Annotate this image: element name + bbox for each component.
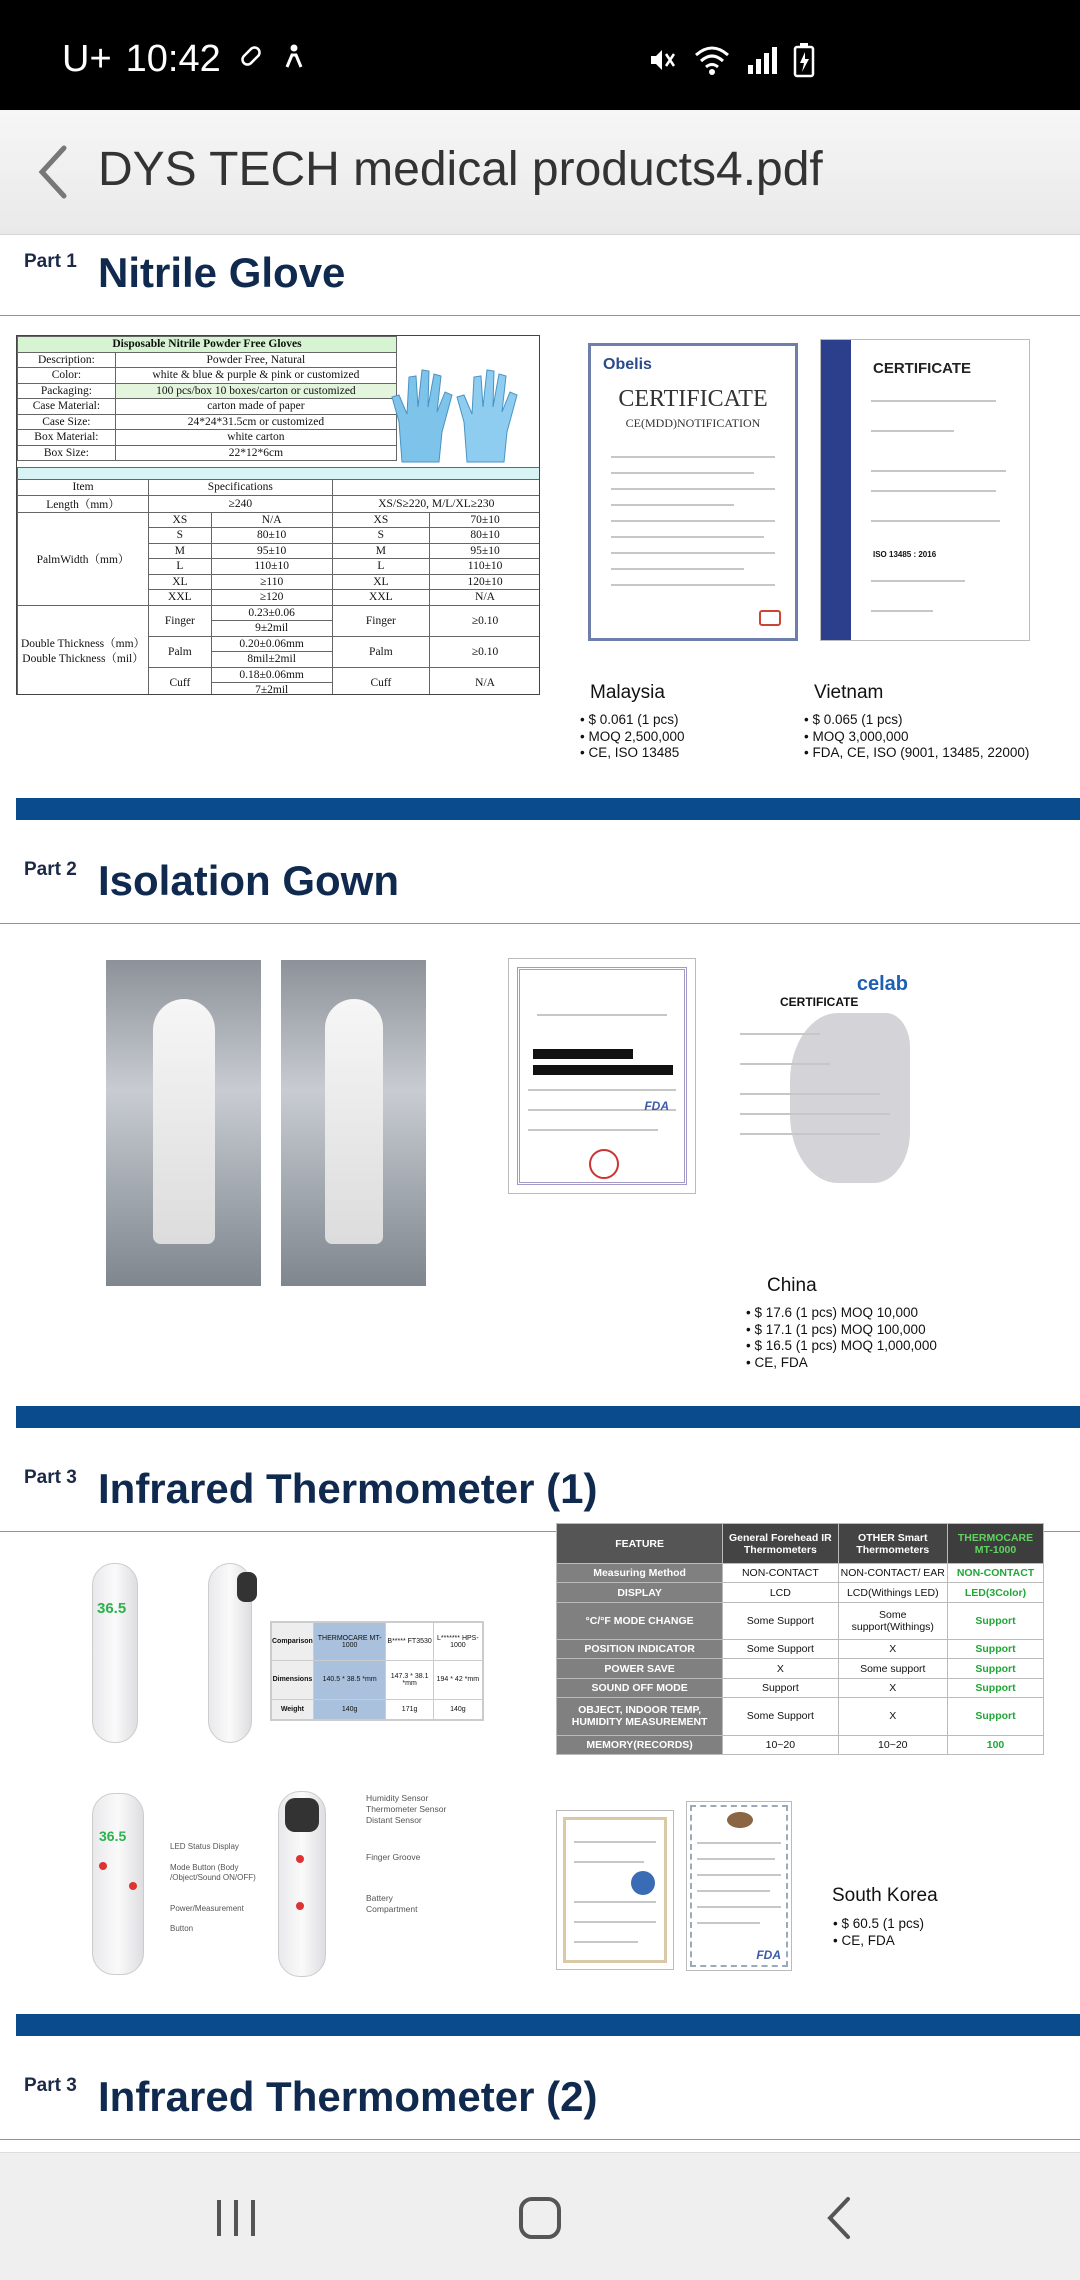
- offer-bullets: • $ 17.6 (1 pcs) MOQ 10,000 • $ 17.1 (1 pcs) MOQ 100,000 • $ 16.5 (1 pcs) MOQ 1,000,000 • CE, FDA: [746, 1305, 937, 1371]
- home-button[interactable]: [500, 2183, 580, 2253]
- section-title: Infrared Thermometer (2): [98, 2073, 598, 2120]
- document-title: DYS TECH medical products4.pdf: [98, 143, 823, 196]
- recent-apps-icon: [211, 2196, 261, 2240]
- divider: [0, 315, 1080, 316]
- section-title: Isolation Gown: [98, 857, 399, 904]
- status-bar: [0, 0, 1080, 110]
- part-label: Part 3: [24, 2075, 77, 2096]
- app-bar: [0, 110, 1080, 235]
- table-row: Color: white & blue & purple & pink or customized: [18, 368, 397, 384]
- section-title: Infrared Thermometer (1): [98, 1465, 598, 1512]
- section-nitrile-glove: [0, 235, 1080, 843]
- carrier-label: U+: [62, 38, 112, 80]
- iso-certificate-image: [820, 339, 1030, 641]
- thermometer-front-image: [92, 1563, 138, 1743]
- cert-title: CERTIFICATE: [780, 995, 859, 1009]
- chevron-left-icon: [34, 142, 74, 202]
- cert-brand: celab: [856, 973, 908, 995]
- table-row: MEMORY(RECORDS) 10~20 10~20 100: [557, 1735, 1044, 1754]
- gown-front-photo: [106, 960, 261, 1286]
- ce-lab-certificate-image: [720, 973, 920, 1193]
- dimension-table: Comparison THERMOCARE MT-1000 B***** FT3530 L******* HPS-1000 Dimensions 140.5 * 38.5 *mm 147.3 * 38.1 *mm 194 * 42 *mm Weight 140g 171g 140g: [270, 1621, 484, 1721]
- ce-certificate-image: [588, 343, 798, 641]
- table-title: Disposable Nitrile Powder Free Gloves: [18, 337, 397, 353]
- home-icon: [515, 2193, 565, 2243]
- fda-mark: FDA: [644, 1099, 669, 1113]
- table-row: POWER SAVE X Some support Support: [557, 1659, 1044, 1678]
- country-label: Malaysia: [590, 682, 665, 703]
- wifi-icon: [693, 43, 731, 85]
- divider: [0, 2139, 1080, 2140]
- seal-icon: [631, 1871, 655, 1895]
- cert-title: CERTIFICATE: [873, 360, 972, 377]
- divider: [0, 923, 1080, 924]
- fda-certificate-image: FDA: [686, 1801, 792, 1971]
- section-infrared-thermometer-2: [0, 2059, 1080, 2152]
- part-label: Part 3: [24, 1467, 77, 1488]
- table-row: Case Size: 24*24*31.5cm or customized: [18, 414, 397, 430]
- country-label: China: [767, 1275, 817, 1296]
- table-row: POSITION INDICATOR Some Support X Support: [557, 1640, 1044, 1659]
- ce-certificate-image: [556, 1810, 674, 1970]
- part-label: Part 2: [24, 859, 77, 880]
- offer-bullets: • $ 0.065 (1 pcs) • MOQ 3,000,000 • FDA, CE, ISO (9001, 13485, 22000): [804, 712, 1029, 762]
- offer-bullets: • $ 0.061 (1 pcs) • MOQ 2,500,000 • CE, ISO 13485: [580, 712, 685, 762]
- offer-bullets: • $ 60.5 (1 pcs) • CE, FDA: [833, 1916, 924, 1949]
- fda-certificate-image: [508, 958, 696, 1194]
- table-row: Box Material: white carton: [18, 430, 397, 446]
- cert-subtitle: CE(MDD)NOTIFICATION: [625, 416, 761, 430]
- accessibility-icon: [279, 38, 309, 81]
- side-callouts: Humidity Sensor Thermometer Sensor Distant Sensor Finger Groove Battery Compartment: [366, 1793, 447, 1914]
- front-callouts: LED Status Display Mode Button (Body /Object/Sound ON/OFF) Power/Measurement Button: [170, 1842, 256, 1933]
- cert-title: CERTIFICATE: [618, 386, 768, 412]
- table-row: Case Material: carton made of paper: [18, 399, 397, 415]
- thermometer-side-image: [208, 1563, 252, 1743]
- section-isolation-gown: [0, 843, 1080, 1451]
- cert-brand: Obelis: [603, 356, 652, 373]
- pill-icon: [235, 38, 265, 81]
- country-label: South Korea: [832, 1885, 938, 1906]
- part-label: Part 1: [24, 251, 77, 272]
- country-label: Vietnam: [814, 682, 884, 703]
- table-row: Measuring Method NON-CONTACT NON-CONTACT/ EAR NON-CONTACT: [557, 1564, 1044, 1583]
- table-row: Packaging: 100 pcs/box 10 boxes/carton or customized: [18, 383, 397, 399]
- glove-spec-table: Disposable Nitrile Powder Free Gloves Description: Powder Free, Natural Color: white & blue & purple & pink or customized Packaging: 100 pcs/box 10 boxes/carton or customized Case Material: carton made of paper Case Size: 24*24*31.5cm or customized Box Material: white carton Box Size: 22*12*6cm Item Specifications Length（mm） ≥240 XS/S≥220, M/L/XL≥230 PalmWidth（mm） XS N/A XS 70±10 S 80±10 S 80±10 M 95±10 M 95±10 L 110±10 L 110±10 XL ≥110 XL 120±10 XXL ≥120 XXL N/A Double Thickness（mm） Double Thickness（mil） Finger 0.23±0.06 Finger ≥0.10 9±2mil Palm 0.20±0.06mm Palm ≥0.10 8mil±2mil Cuff 0.18±0.06mm Cuff N/A 7±2mil: [16, 335, 540, 695]
- feature-comparison-table: FEATURE General Forehead IR Thermometers OTHER Smart Thermometers THERMOCARE MT-1000 Measuring Method NON-CONTACT NON-CONTACT/ EAR NON-CONTACT DISPLAY LCD LCD(Withings LED) LED(3Color) °C/°F MODE CHANGE Some Support Some support(Withings) Support POSITION INDICATOR Some Support X Support POWER SAVE X Some support Support SOUND OFF MODE Support X Support OBJECT, INDOOR TEMP, HUMIDITY MEASUREMENT Some Support X Support MEMORY(RECORDS) 10~20 10~20 100: [556, 1523, 1044, 1755]
- battery-icon: [793, 42, 815, 86]
- section-separator-band: [16, 1406, 1080, 1428]
- signal-icon: [745, 43, 779, 85]
- display-reading: 36.5: [97, 1600, 127, 1617]
- thermometer-front-callout-image: 36.5: [92, 1793, 144, 1975]
- eagle-emblem-icon: [727, 1812, 753, 1828]
- thermometer-side-callout-image: [278, 1791, 326, 1977]
- table-row: SOUND OFF MODE Support X Support: [557, 1678, 1044, 1697]
- section-infrared-thermometer-1: [0, 1451, 1080, 2059]
- recent-apps-button[interactable]: [196, 2183, 276, 2253]
- table-row: OBJECT, INDOOR TEMP, HUMIDITY MEASUREMENT Some Support X Support: [557, 1698, 1044, 1735]
- status-right: [645, 42, 815, 86]
- back-nav-button[interactable]: [800, 2183, 880, 2253]
- mute-icon: [645, 43, 679, 85]
- table-row: °C/°F MODE CHANGE Some Support Some support(Withings) Support: [557, 1602, 1044, 1639]
- table-row: Description: Powder Free, Natural: [18, 352, 397, 368]
- clock: 10:42: [125, 38, 221, 80]
- back-icon: [820, 2193, 860, 2243]
- ce-mark-icon: [759, 610, 781, 626]
- section-separator-band: [16, 2014, 1080, 2036]
- iso-label: ISO 13485 : 2016: [873, 550, 937, 559]
- table-row: DISPLAY LCD LCD(Withings LED) LED(3Color): [557, 1583, 1044, 1602]
- section-title: Nitrile Glove: [98, 249, 346, 296]
- status-left: [62, 38, 309, 81]
- section-separator-band: [16, 798, 1080, 820]
- seal-icon: [589, 1149, 619, 1179]
- glove-image: [387, 362, 527, 472]
- table-row: Box Size: 22*12*6cm: [18, 445, 397, 461]
- back-button[interactable]: [22, 140, 86, 204]
- pdf-page-viewer[interactable]: [0, 235, 1080, 2152]
- navigation-bar: [0, 2152, 1080, 2280]
- gown-back-photo: [281, 960, 426, 1286]
